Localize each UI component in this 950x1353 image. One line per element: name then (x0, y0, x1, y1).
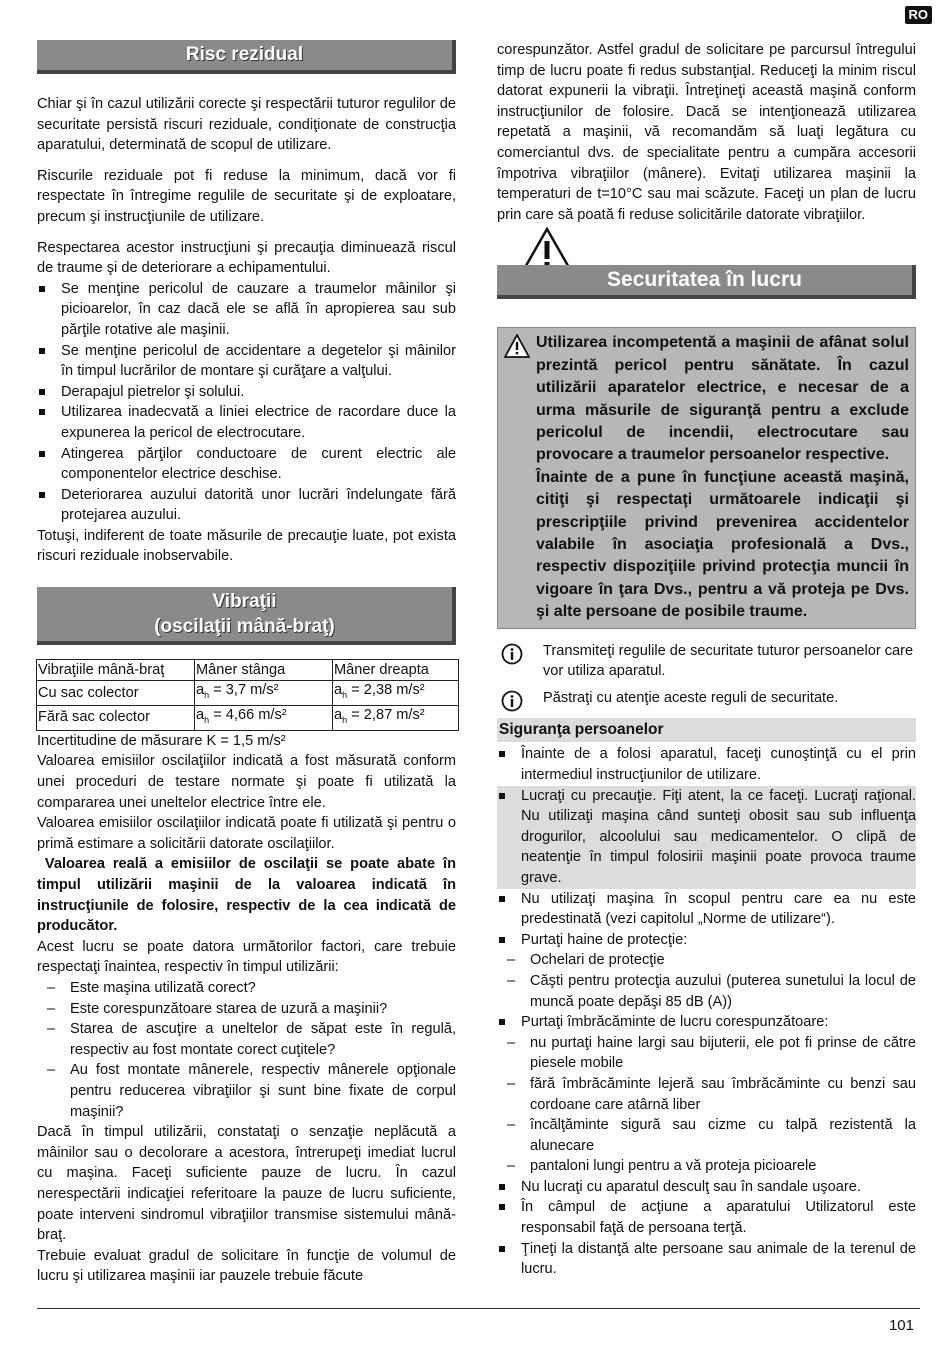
list-item: – Starea de ascuţire a uneltelor de săpat este în regulă, respectiv au fost montate corect cuţitele? (37, 1019, 456, 1060)
list-item: Atingerea părţilor conductoare de curent electric ale componentelor electrice deschise. (37, 444, 456, 485)
sub-list-item: – încălţăminte sigură sau cizme cu talpă rezistentă la alunecare (497, 1115, 916, 1156)
symbol-h: h (342, 689, 348, 700)
vib-warning (37, 854, 456, 936)
symbol-h: h (204, 689, 210, 700)
info-icon (501, 643, 523, 665)
table-value: = 4,66 m/s² (213, 706, 287, 723)
table-value: = 2,87 m/s² (351, 706, 425, 723)
table-cell (333, 681, 459, 706)
table-cell: Cu sac colector (37, 681, 195, 706)
clothing-sublist (497, 1033, 916, 1177)
persons-safety-list (497, 744, 916, 1279)
list-item-text: Purtaţi haine de protecţie: (521, 931, 688, 948)
table-cell (333, 705, 459, 730)
risc-list (37, 279, 456, 526)
vibration-table (36, 659, 459, 731)
vib-paragraph-4: Dacă în timpul utilizării, constataţi o senzaţie neplăcută a mâinilor sau o decolorare a acestora, întrerupeţi imediat lucrul cu maşina. Faceţi suficiente pauze de lucru. În cazul nerespectării indicaţiei referitoare la pauze de lucru suficiente, poate interveni sindromul vibraţiilor transmise sistemului mână-braţ. (37, 1124, 456, 1244)
safety-box-paragraph-1: Utilizarea incompetentă a maşinii de afânat solul prezintă pericol pentru sănătate. În cazul utilizării aparatelor electrice, e necesar de a urma măsurile de siguranţă pentru a exclude pericolul de incendii, electrocutare sau provocare a traumelor persoanelor respective. (536, 334, 909, 464)
list-item (497, 1012, 916, 1177)
table-value: = 3,7 m/s² (213, 682, 279, 699)
footer-divider (37, 1308, 920, 1309)
vib-title-line-1: Vibraţii (212, 591, 277, 613)
vib-paragraph-1: Valoarea emisiilor oscilaţiilor indicată a fost măsurată conform unei proceduri de testare normate şi poate fi utilizată la compararea unei uneltelor electrice între ele. (37, 753, 456, 811)
risc-paragraph-2: Riscurile reziduale pot fi reduse la minimum, dacă vor fi respectate în întregime regulile de securitate şi de exploatare, precum şi instrucţiunile de utilizare. (37, 167, 456, 225)
symbol-a: a (196, 706, 205, 723)
continued-paragraph: corespunzător. Astfel gradul de solicitare pe parcursul întregului timp de lucru poate fi redus substanţial. Reduceţi la minim riscul datorat expunerii la vibraţii. Întreţineţi această maşină conform instrucţiunilor de folosire. Dacă se intenţionează utilizarea repetată a maşinii, vă recomandăm să luaţi legătura cu comerciantul dvs. de specialitate pentru a cumpăra accesorii împotriva vibraţiilor (mânere). Evitaţi utilizarea maşinii la temperaturi de t=10°C sau mai scăzute. Faceţi un plan de lucru prin care să poată fi reduse solicitările datorate vibraţiilor. (497, 42, 916, 223)
list-item: Lucraţi cu precauţie. Fiţi atent, la ce faceţi. Lucraţi raţional. Nu utilizaţi maşina când sunteţi obosit sau sub influenţa drogurilor, alcoolului sau medicamentelor. O clipă de neatenţie în timpul folosirii maşinii poate provoca traume grave. (497, 786, 916, 889)
list-item: Se menţine pericolul de accidentare a degetelor şi mâinilor în timpul lucrărilor de montare şi curăţare a valţului. (37, 341, 456, 382)
list-item: Nu lucraţi cu aparatul desculţ sau în sandale uşoare. (497, 1177, 916, 1198)
section-title-vibratii (37, 587, 456, 645)
section-title-risc-rezidual: Risc rezidual (37, 40, 456, 74)
vib-paragraph-3: Acest lucru se poate datora următorilor factori, care trebuie respectaţi înaintea, respectiv în timpul utilizării: (37, 938, 456, 976)
list-item: – Este maşina utilizată corect? (37, 978, 456, 999)
subsection-title-persoane: Siguranţa persoanelor (497, 718, 916, 742)
list-item: Nu utilizaţi maşina în scopul pentru care ea nu este predestinată (vezi capitolul „Norme de utilizare“). (497, 889, 916, 930)
page-number: 101 (888, 1317, 914, 1334)
symbol-a: a (334, 682, 343, 699)
info-note-1 (497, 641, 916, 682)
vib-uncertainty: Incertitudine de măsurare K = 1,5 m/s² (37, 732, 286, 749)
table-value: = 2,38 m/s² (351, 682, 425, 699)
list-item: – Au fost montate mânerele, respectiv mânerele opţionale pentru reducerea vibraţiilor şi sunt bine fixate de corpul maşinii? (37, 1060, 456, 1122)
vib-paragraph-2: Valoarea emisiilor oscilaţiilor indicată poate fi utilizată şi pentru o primă estimare a solicitării datorate oscilaţiilor. (37, 815, 456, 852)
table-cell: Fără sac colector (37, 705, 195, 730)
safety-warning-box (497, 327, 916, 628)
symbol-a: a (334, 706, 343, 723)
list-item: În câmpul de acţiune a aparatului Utilizatorul este responsabil faţă de persoana terţă. (497, 1197, 916, 1238)
table-header-cell: Mâner dreapta (333, 660, 459, 681)
vib-warning-text: Valoarea reală a emisiilor de oscilaţii se poate abate în timpul utilizării maşinii de la valoarea indicată în instrucţiunile de folosire, respectiv de la cea indicată de producător. (37, 856, 457, 935)
section-title-securitate: Securitatea în lucru (497, 265, 916, 299)
list-item: – Este corespunzătoare starea de uzură a maşinii? (37, 999, 456, 1020)
table-row (37, 681, 459, 706)
protection-sublist (497, 950, 916, 1012)
table-header-cell: Mâner stânga (195, 660, 333, 681)
risc-paragraph-1: Chiar şi în cazul utilizării corecte şi respectării tuturor regulilor de securitate persistă riscuri reziduale, condiţionate de construcţia aparatului, determinată de scopul de utilizare. (37, 96, 456, 154)
sub-list-item: – Ochelari de protecţie (497, 950, 916, 971)
safety-box-paragraph-2: Înainte de a pune în funcţiune această maşină, citiţi şi respectaţi următoarele indicaţii şi prescripţiile privind prevenirea accidentelor valabile în asociaţia profesională a Dvs., respectiv dispoziţiile privind protecţia muncii în vigoare în ţara Dvs., pentru a vă proteja pe Dvs. şi alte persoane de posibile traume. (536, 468, 909, 621)
left-column (37, 40, 456, 1287)
list-item: Deteriorarea auzului datorită unor lucrări îndelungate fără protejarea auzului. (37, 485, 456, 526)
symbol-a: a (196, 682, 205, 699)
list-item (497, 930, 916, 1012)
list-item-text: Purtaţi îmbrăcăminte de lucru corespunzătoare: (521, 1014, 829, 1031)
table-cell (195, 705, 333, 730)
list-item: Se menţine pericolul de cauzare a traumelor mâinilor şi picioarelor, în caz dacă ele se află în apropierea sau sub părţile rotative ale maşinii. (37, 279, 456, 341)
table-header-cell: Vibraţiile mână-braţ (37, 660, 195, 681)
vib-factors-list (37, 978, 456, 1122)
info-text-2: Păstraţi cu atenţie aceste reguli de securitate. (543, 689, 839, 706)
list-item: Utilizarea inadecvată a liniei electrice de racordare duce la expunerea la pericol de electrocutare. (37, 402, 456, 443)
sub-list-item: – pantaloni lungi pentru a vă proteja picioarele (497, 1156, 916, 1177)
list-item: Derapajul pietrelor şi solului. (37, 382, 456, 403)
info-note-2 (497, 688, 916, 709)
vib-title-line-2: (oscilaţii mână-braţ) (154, 616, 335, 638)
symbol-h: h (342, 714, 348, 725)
warning-icon (504, 334, 530, 358)
info-text-1: Transmiteţi regulile de securitate tuturor persoanelor care vor utiliza aparatul. (543, 642, 914, 680)
list-item: Ţineţi la distanţă alte persoane sau animale de la terenul de lucru. (497, 1239, 916, 1280)
securitate-heading (497, 233, 916, 305)
list-item: Înainte de a folosi aparatul, faceţi cunoştinţă cu el prin intermediul instrucţiunilor de utilizare. (497, 744, 916, 785)
sub-list-item: – fără îmbrăcăminte lejeră sau îmbrăcăminte cu benzi sau cordoane care atârnă liber (497, 1074, 916, 1115)
table-row (37, 705, 459, 730)
table-cell (195, 681, 333, 706)
risc-paragraph-4: Totuşi, indiferent de toate măsurile de precauţie luate, pot exista riscuri reziduale inobservabile. (37, 527, 456, 565)
table-header-row (37, 660, 459, 681)
risc-paragraph-3: Respectarea acestor instrucţiuni şi precauţia diminuează riscul de traume şi de deteriorare a echipamentului. (37, 239, 456, 277)
symbol-h: h (204, 714, 210, 725)
sub-list-item: – Căşti pentru protecţia auzului (puterea sunetului la locul de muncă poate depăşi 85 dB (A)) (497, 971, 916, 1012)
right-column (497, 40, 916, 1280)
sub-list-item: – nu purtaţi haine largi sau bijuterii, ele pot fi prinse de către piesele mobile (497, 1033, 916, 1074)
vib-paragraph-5: Trebuie evaluat gradul de solicitare în funcţie de volumul de lucru şi utilizarea maşinii iar pauzele trebuie făcute (37, 1247, 456, 1285)
info-icon (501, 690, 523, 712)
language-badge: RO (905, 6, 933, 24)
